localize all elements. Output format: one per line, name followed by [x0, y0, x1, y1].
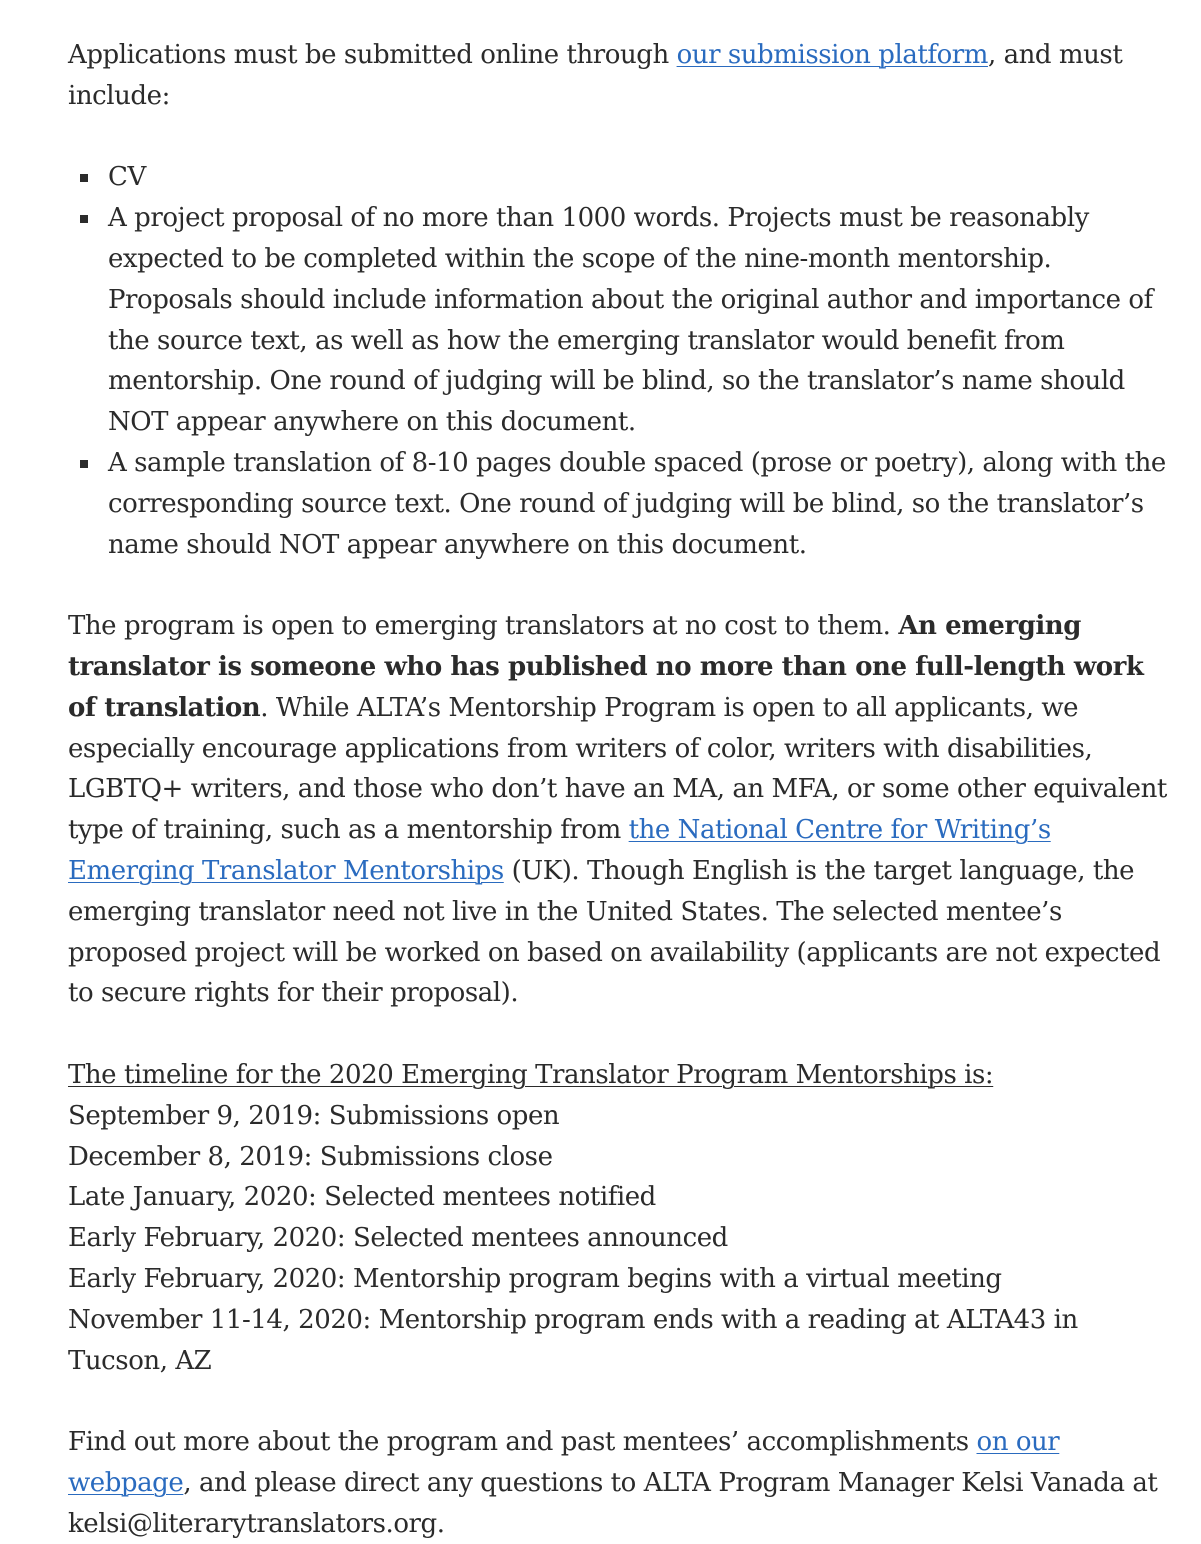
intro-paragraph: [68, 35, 1168, 117]
spacer: [68, 1381, 1168, 1422]
eligibility-text-1: The program is open to emerging translators at no cost to them.: [68, 611, 899, 642]
national-centre-for-writing-link[interactable]: the National Centre for Writing’s Emerging Translator Mentorships: [68, 815, 1051, 886]
timeline-heading: The timeline for the 2020 Emerging Translator Program Mentorships is:: [68, 1059, 994, 1090]
eligibility-text-2: . While ALTA’s Mentorship Program is open to all applicants, we especially encourage applications from writers of color, writers with disabilities, LGBTQ+ writers, and those who don’t have an MA, an MFA, or some other equivalent type of training, such as a mentorship from: [68, 692, 1167, 846]
intro-text-after: , and must include:: [68, 40, 1123, 111]
eligibility-text-3: (UK). Though English is the target language, the emerging translator need not live in the United States. The selected mentee’s proposed project will be worked on based on availability (applicants are not expected to secure rights for their proposal).: [68, 855, 1161, 1009]
requirements-list: [68, 157, 1168, 565]
submission-platform-link[interactable]: our submission platform: [676, 40, 988, 70]
eligibility-paragraph: [68, 606, 1168, 1014]
requirement-sample-translation: A sample translation of 8-10 pages double spaced (prose or poetry), along with the corresponding source text. One round of judging will be blind, so the translator’s name should NOT appear anywhere on this document.: [68, 443, 1168, 565]
timeline-section: [68, 1055, 1168, 1381]
intro-text-before: Applications must be submitted online through: [68, 40, 677, 70]
article-body: [68, 35, 1168, 1544]
requirement-cv: CV: [68, 157, 1168, 198]
program-webpage-link[interactable]: on our webpage: [68, 1427, 1060, 1498]
contact-text-after: , and please direct any questions to ALTA Program Manager Kelsi Vanada at kelsi@literarytranslators.org.: [68, 1467, 1158, 1539]
timeline-item: Early February, 2020: Mentorship program begins with a virtual meeting: [68, 1263, 1002, 1294]
contact-paragraph: [68, 1422, 1168, 1544]
timeline-item: September 9, 2019: Submissions open: [68, 1100, 560, 1131]
timeline-item: December 8, 2019: Submissions close: [68, 1141, 553, 1172]
spacer: [68, 565, 1168, 606]
timeline-item: November 11-14, 2020: Mentorship program ends with a reading at ALTA43 in Tucson, AZ: [68, 1304, 1078, 1376]
timeline-item: Early February, 2020: Selected mentees announced: [68, 1223, 728, 1254]
spacer: [68, 117, 1168, 158]
spacer: [68, 1014, 1168, 1055]
timeline-item: Late January, 2020: Selected mentees notified: [68, 1182, 656, 1213]
requirement-project-proposal: A project proposal of no more than 1000 words. Projects must be reasonably expected to be completed within the scope of the nine-month mentorship. Proposals should include information about the original author and importance of the source text, as well as how the emerging translator would benefit from mentorship. One round of judging will be blind, so the translator’s name should NOT appear anywhere on this document.: [68, 198, 1168, 443]
contact-text-before: Find out more about the program and past mentees’ accomplishments: [68, 1427, 977, 1458]
emerging-translator-definition: An emerging translator is someone who has published no more than one full-length work of translation: [68, 611, 1144, 723]
